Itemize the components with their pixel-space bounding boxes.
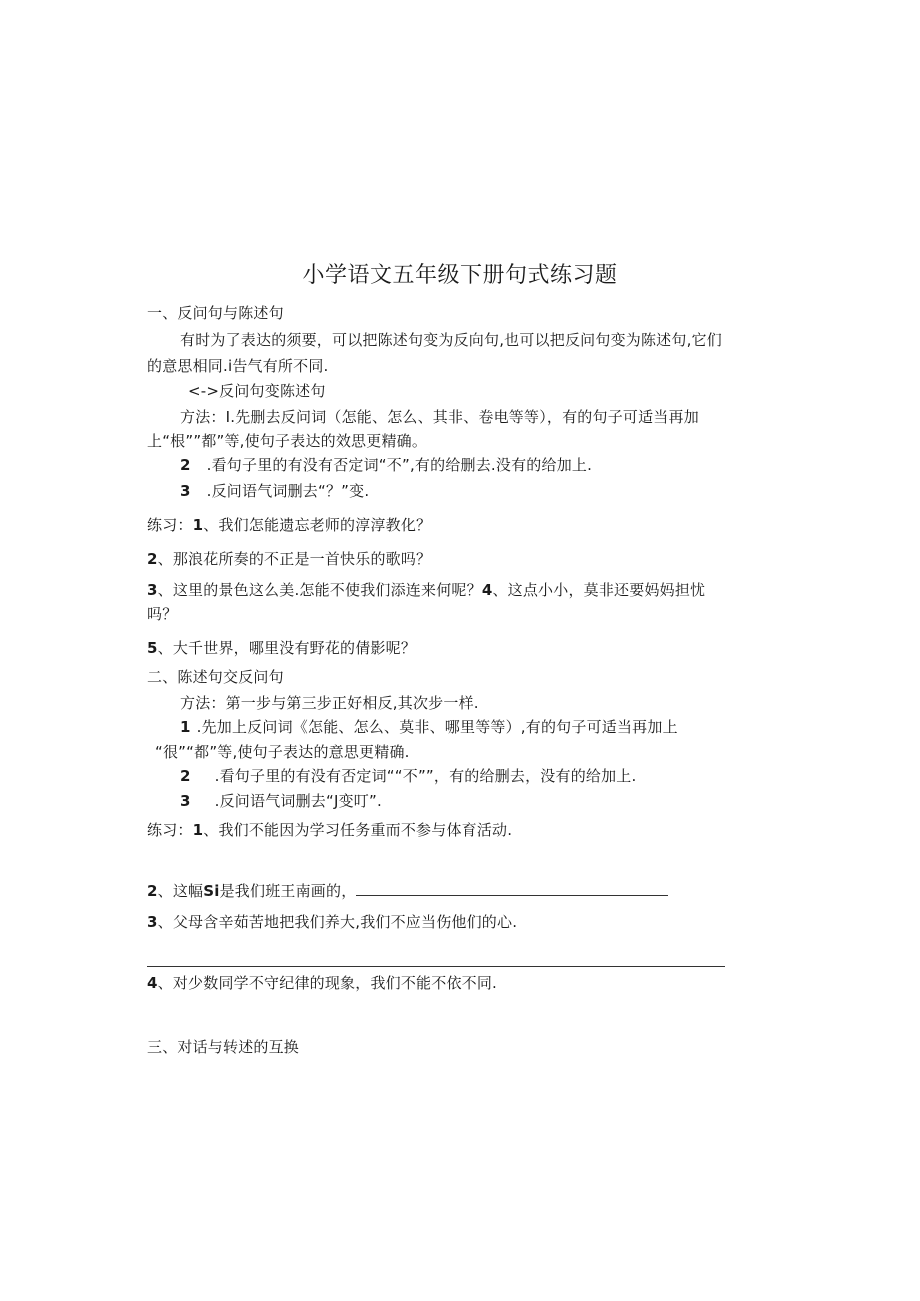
exercise-number: 1 [192, 516, 204, 534]
section1-exercise-4-continuation: 吗？ [147, 605, 178, 623]
step-text: .反问语气词删去“？”变. [206, 482, 370, 500]
section2-exercise-2 [147, 881, 668, 901]
section1-exercise-3-4 [147, 580, 705, 600]
exercise-number: 1 [192, 821, 204, 839]
exercise-number: 3 [147, 581, 158, 599]
section2-heading: 二、陈述句交反问句 [147, 668, 284, 686]
exercise-text: 、对少数同学不守纪律的现象，我们不能不依不同. [157, 974, 498, 992]
exercise-number: 2 [147, 550, 158, 568]
exercise-text: 、父母含辛茹苦地把我们养大,我们不应当伤他们的心. [157, 913, 518, 931]
section2-exercise-4 [147, 973, 497, 993]
exercise-text: 、我们不能因为学习任务重而不参与体育活动. [203, 821, 513, 839]
section1-step2 [180, 455, 592, 475]
step-text: .先加上反问词《怎能、怎么、莫非、哪里等等）,有的句子可适当再加上 [196, 718, 678, 736]
step-text: .看句子里的有没有否定词““不””，有的给删去，没有的给加上. [214, 767, 637, 785]
exercise-text: 、这里的景色这么美.怎能不使我们添连来何呢？ [157, 581, 482, 599]
step-number: 3 [180, 792, 191, 810]
section1-step3 [180, 481, 369, 501]
step-number: 2 [180, 767, 191, 785]
exercise-number: 4 [147, 974, 158, 992]
section1-intro-line2: 的意思相同.i告气有所不同. [147, 357, 329, 375]
section1-method-line2: 上“根””都”等,使句子表达的效思更精确。 [147, 432, 428, 450]
step-text: .看句子里的有没有否定词“不”,有的给删去.没有的给加上. [206, 456, 593, 474]
step-number: 2 [180, 456, 191, 474]
section2-exercise-3 [147, 912, 517, 932]
exercise-text: 、大千世界，哪里没有野花的倩影呢？ [157, 639, 417, 657]
exercise-number: 5 [147, 639, 158, 657]
exercise-number: 4 [481, 581, 493, 599]
section1-heading: 一、反问句与陈述句 [147, 304, 284, 322]
exercise-text-bold: Si [203, 882, 220, 900]
step-text: .反问语气词删去“J变叮”. [214, 792, 382, 810]
page-title: 小学语文五年级下册句式练习题 [302, 263, 618, 288]
section1-method-line1: 方法：I.先删去反问词（怎能、怎么、其非、卷电等等），有的句子可适当再加 [180, 408, 699, 426]
exercise-text: 、那浪花所奏的不正是一首快乐的歌吗？ [157, 550, 432, 568]
answer-blank[interactable] [356, 881, 668, 896]
section2-step1 [180, 717, 678, 737]
section1-intro-line1: 有时为了表达的须要，可以把陈述句变为反向句,也可以把反问句变为陈述句,它们 [180, 331, 722, 349]
section1-exercise-5 [147, 638, 416, 658]
exercise-text: 、这幅 [157, 882, 204, 900]
section1-subheading: <->反问句变陈述句 [188, 382, 326, 400]
step-number: 1 [180, 718, 191, 736]
exercise-label: 练习： [147, 821, 193, 839]
exercise-number: 2 [147, 882, 158, 900]
exercise-label: 练习： [147, 516, 193, 534]
exercise-text: 、我们怎能遗忘老师的淳淳教化？ [203, 516, 432, 534]
answer-line[interactable] [147, 966, 725, 967]
section3-heading: 三、对话与转述的互换 [147, 1038, 300, 1056]
section1-exercise-2 [147, 549, 431, 569]
section1-exercise-1 [147, 515, 431, 535]
section2-step3 [180, 791, 382, 811]
exercise-number: 3 [147, 913, 158, 931]
section2-exercise-1 [147, 820, 512, 840]
section2-method: 方法：第一步与第三步正好相反,其次步一样. [180, 694, 479, 712]
step-number: 3 [180, 482, 191, 500]
exercise-text: 是我们班王南画的， [219, 882, 357, 900]
section2-step2 [180, 766, 636, 786]
exercise-text: 、这点小小，莫非还要妈妈担忧 [492, 581, 706, 599]
section2-step1-line2: “很”“都”等,使句子表达的意思更精确. [155, 743, 410, 761]
